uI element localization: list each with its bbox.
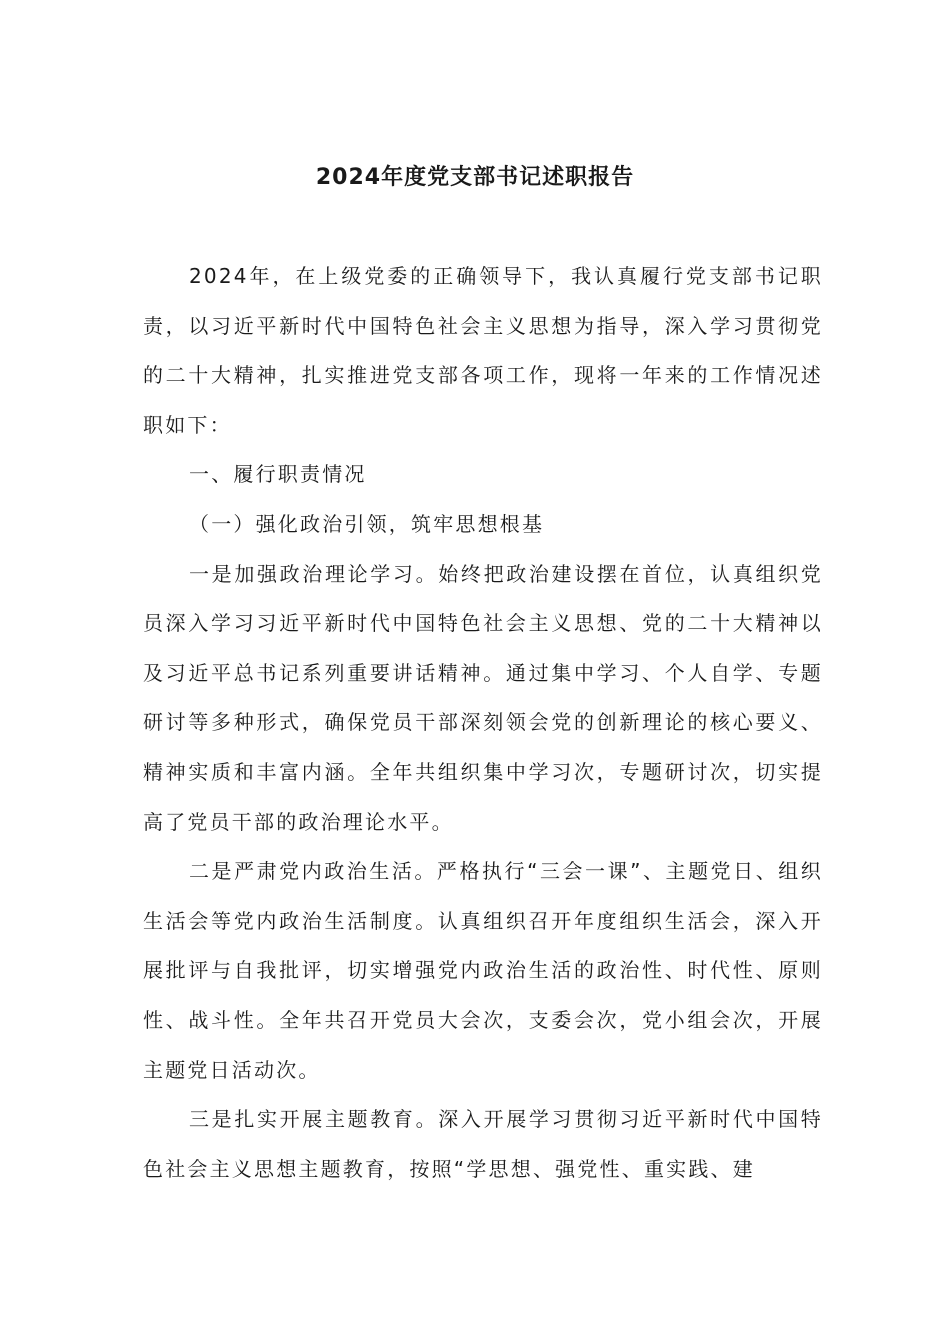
paragraph-political-life: 二是严肃党内政治生活。严格执行“三会一课”、主题党日、组织生活会等党内政治生活制度。认真组织召开年度组织生活会，深入开展批评与自我批评，切实增强党内政治生活的政治性、时代性、原则性、战斗性。全年共召开党员大会次，支委会次，党小组会次，开展主题党日活动次。 xyxy=(143,859,823,1082)
paragraph-theory-study: 一是加强政治理论学习。始终把政治建设摆在首位，认真组织党员深入学习习近平新时代中国特色社会主义思想、党的二十大精神以及习近平总书记系列重要讲话精神。通过集中学习、个人自学、专题研讨等多种形式，确保党员干部深刻领会党的创新理论的核心要义、精神实质和丰富内涵。全年共组织集中学习次，专题研讨次，切实提高了党员干部的政治理论水平。 xyxy=(143,561,823,834)
document-title: 2024年度党支部书记述职报告 xyxy=(315,165,635,190)
paragraph-theme-education: 三是扎实开展主题教育。深入开展学习贯彻习近平新时代中国特色社会主义思想主题教育，按照“学思想、强党性、重实践、建 xyxy=(143,1107,823,1181)
document-body xyxy=(143,252,823,1194)
paragraph-intro: 2024年，在上级党委的正确领导下，我认真履行党支部书记职责，以习近平新时代中国特色社会主义思想为指导，深入学习贯彻党的二十大精神，扎实推进党支部各项工作，现将一年来的工作情况述职如下： xyxy=(143,264,823,437)
subsection-heading-1: （一）强化政治引领，筑牢思想根基 xyxy=(189,511,545,536)
section-heading-1: 一、履行职责情况 xyxy=(189,462,367,487)
